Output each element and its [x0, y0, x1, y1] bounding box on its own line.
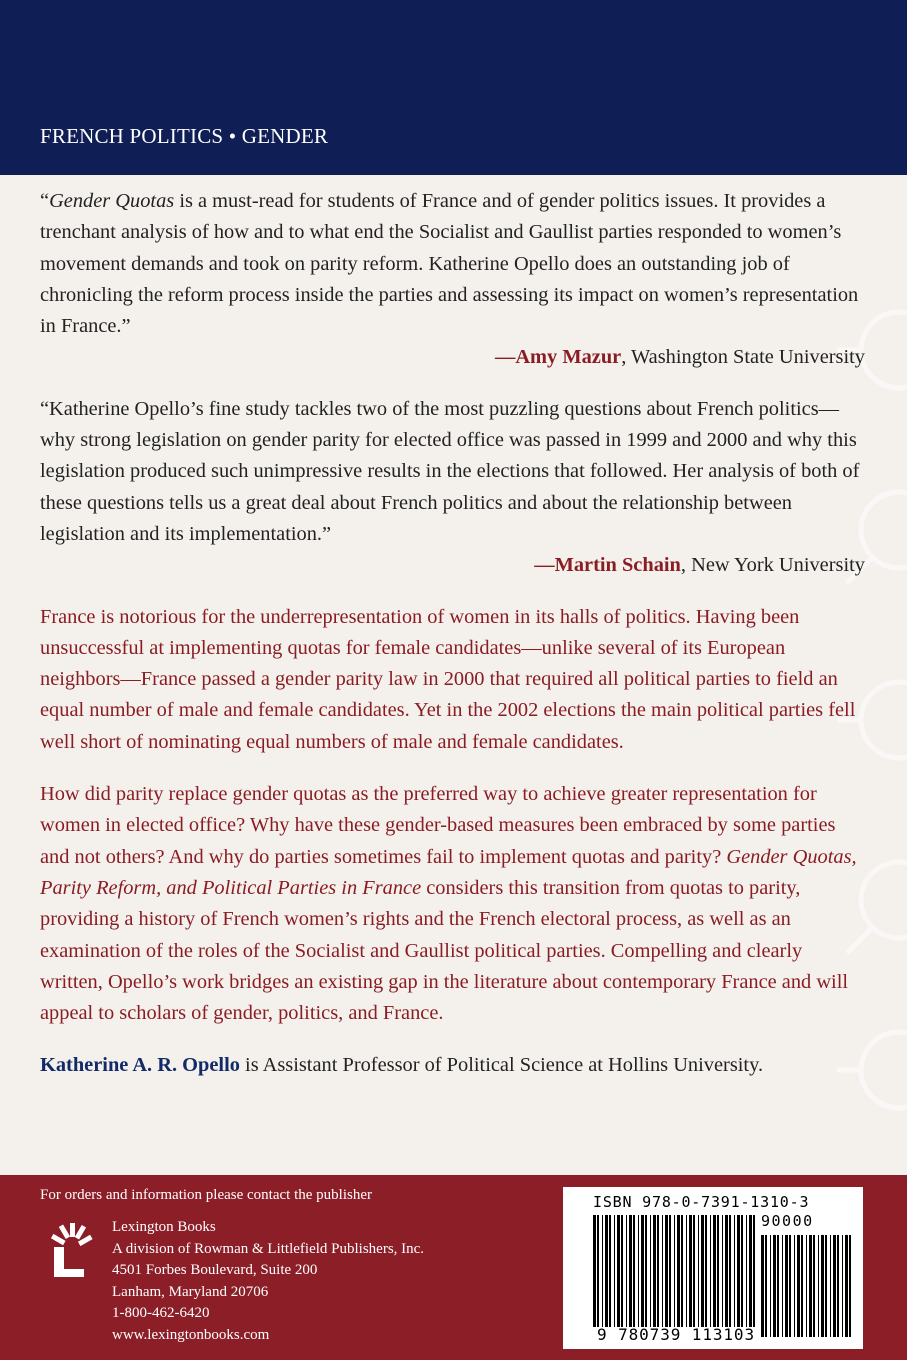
reviewer-name: —Amy Mazur	[494, 346, 622, 369]
barcode-stripe	[833, 1235, 836, 1337]
review-quote-2	[40, 394, 865, 582]
barcode-stripe	[725, 1215, 728, 1327]
barcode-stripe	[597, 1215, 599, 1327]
barcode-stripe	[729, 1215, 731, 1327]
reviewer-affiliation: , New York University	[680, 554, 865, 577]
barcode-stripe	[761, 1235, 764, 1337]
barcode-stripe	[701, 1215, 704, 1327]
barcode-stripe	[737, 1215, 740, 1327]
review-1-open-quote: “	[40, 190, 50, 212]
barcode-stripe	[626, 1215, 627, 1327]
ean-number: 9 780739 113103	[597, 1325, 755, 1344]
barcode-stripe	[809, 1235, 812, 1337]
barcode-stripe	[650, 1215, 651, 1327]
barcode-stripe	[653, 1215, 656, 1327]
barcode-stripe	[765, 1235, 767, 1337]
barcode-stripe	[849, 1235, 851, 1337]
barcode-stripe	[674, 1215, 675, 1327]
barcode-stripe	[773, 1235, 776, 1337]
barcode-stripe	[665, 1215, 668, 1327]
barcode-stripe	[669, 1215, 671, 1327]
barcode-stripe	[593, 1215, 596, 1327]
barcode-stripe	[705, 1215, 707, 1327]
isbn-barcode	[563, 1187, 863, 1349]
barcode-stripe	[830, 1235, 831, 1337]
barcode-stripe	[638, 1215, 639, 1327]
price-addon: 90000	[761, 1212, 814, 1230]
barcode-stripe	[686, 1215, 687, 1327]
barcode-stripe	[645, 1215, 647, 1327]
barcode-stripe	[693, 1215, 695, 1327]
isbn-number: ISBN 978-0-7391-1310-3	[593, 1193, 810, 1211]
publisher-division: A division of Rowman & Littlefield Publishers, Inc.	[112, 1240, 425, 1257]
main-content	[40, 186, 865, 1082]
barcode-stripe	[825, 1235, 827, 1337]
author-bio-text: is Assistant Professor of Political Science at Hollins University.	[239, 1054, 764, 1077]
barcode-stripe	[785, 1235, 788, 1337]
barcode-stripe	[602, 1215, 603, 1327]
barcode-stripe	[753, 1215, 755, 1327]
header-band	[0, 0, 907, 175]
barcode-stripe	[677, 1215, 680, 1327]
barcode-stripe	[614, 1215, 615, 1327]
publisher-name: Lexington Books	[112, 1219, 216, 1235]
barcode-stripe	[717, 1215, 719, 1327]
publisher-phone: 1-800-462-6420	[112, 1305, 210, 1322]
footer-band	[0, 1175, 907, 1360]
barcode-stripe	[818, 1235, 819, 1337]
barcode-stripe	[609, 1215, 611, 1327]
barcode-stripe	[722, 1215, 723, 1327]
review-2-text: “Katherine Opello’s fine study tackles two of the most puzzling questions about French politics—why strong legislation on gender parity for elected office was passed in 1999 and 2000 and why this legislation produced such unimpressive results in the elections that followed. Her analysis of both of these questions tells us a great deal about French politics and about the relationship between legislation and its implementation.”	[40, 397, 860, 545]
barcode-stripe	[789, 1235, 791, 1337]
barcode-stripe	[741, 1215, 743, 1327]
description-p2-start: How did parity replace gender quotas as the preferred way to achieve greater representation for women in elected office? Why have these gender-based measures been embraced by some parties and not others? And why do parties sometimes fail to implement quotas and parity?	[40, 783, 836, 868]
barcode-stripe	[813, 1235, 815, 1337]
barcode-stripe	[698, 1215, 699, 1327]
barcode-stripe	[681, 1215, 683, 1327]
barcode-stripe	[662, 1215, 663, 1327]
barcode-stripe	[617, 1215, 620, 1327]
barcode-stripe	[770, 1235, 771, 1337]
barcode-stripe	[710, 1215, 711, 1327]
review-quote-1	[40, 186, 865, 374]
barcode-stripe	[629, 1215, 632, 1327]
review-1-book-title: Gender Quotas	[49, 190, 175, 212]
description-book-title: Gender Quotas, Parity Reform, and Political Parties in France	[40, 845, 857, 899]
description-paragraph-2	[40, 779, 865, 1029]
publisher-website[interactable]: www.lexingtonbooks.com	[112, 1326, 270, 1343]
publisher-address	[112, 1217, 424, 1347]
publisher-city: Lanham, Maryland 20706	[112, 1283, 269, 1300]
barcode-stripe	[837, 1235, 839, 1337]
category-label: FRENCH POLITICS • GENDER	[40, 124, 329, 148]
barcode-stripe	[633, 1215, 635, 1327]
book-description	[40, 602, 865, 1030]
barcode-stripe	[713, 1215, 716, 1327]
description-p2-end: considers this transition from quotas to parity, providing a history of French women’s rights and the French electoral process, as well as an examination of the roles of the Socialist and Gaullist political parties. Compelling and clearly written, Opello’s work bridges an existing gap in the literature about contemporary France and will appeal to scholars of gender, politics, and France.	[40, 876, 849, 1025]
barcode-stripe	[794, 1235, 795, 1337]
lexington-logo-icon	[48, 1221, 100, 1285]
barcode-stripe	[657, 1215, 659, 1327]
barcode-stripe	[746, 1215, 747, 1327]
barcode-stripe	[777, 1235, 779, 1337]
barcode-stripe	[689, 1215, 692, 1327]
reviewer-affiliation: , Washington State University	[621, 346, 865, 369]
author-bio	[40, 1050, 865, 1081]
barcode-stripe	[749, 1215, 752, 1327]
author-name: Katherine A. R. Opello	[40, 1054, 240, 1077]
reviewer-name: —Martin Schain	[534, 554, 681, 577]
review-2-attribution	[40, 550, 865, 581]
barcode-stripe	[641, 1215, 644, 1327]
barcode-stripe	[734, 1215, 735, 1327]
barcode-stripe	[806, 1235, 807, 1337]
barcode-stripe	[801, 1235, 803, 1337]
review-1-text: is a must-read for students of France and of gender politics issues. It provides a trenchant analysis of how and to what end the Socialist and Gaullist parties responded to women’s movement demands and took on parity reform. Katherine Opello does an outstanding job of chronicling the reform process inside the parties and assessing its impact on women’s representation in France.”	[40, 190, 859, 338]
review-1-attribution	[40, 342, 865, 373]
barcode-stripe	[845, 1235, 848, 1337]
barcode-stripe	[782, 1235, 783, 1337]
barcode-stripe	[797, 1235, 800, 1337]
contact-line: For orders and information please contact the publisher	[40, 1187, 372, 1203]
barcode-stripe	[605, 1215, 608, 1327]
barcode-stripe	[842, 1235, 843, 1337]
publisher-contact	[40, 1185, 425, 1343]
barcode-stripe	[621, 1215, 623, 1327]
publisher-street: 4501 Forbes Boulevard, Suite 200	[112, 1262, 318, 1279]
barcode-stripe	[821, 1235, 824, 1337]
description-paragraph-1: France is notorious for the underrepresentation of women in its halls of politics. Having been unsuccessful at implementing quotas for female candidates—unlike several of its European neighbors—France passed a gender parity law in 2000 that required all political parties to field an equal number of male and female candidates. Yet in the 2002 elections the main political parties fell well short of nominating equal numbers of male and female candidates.	[40, 605, 856, 753]
